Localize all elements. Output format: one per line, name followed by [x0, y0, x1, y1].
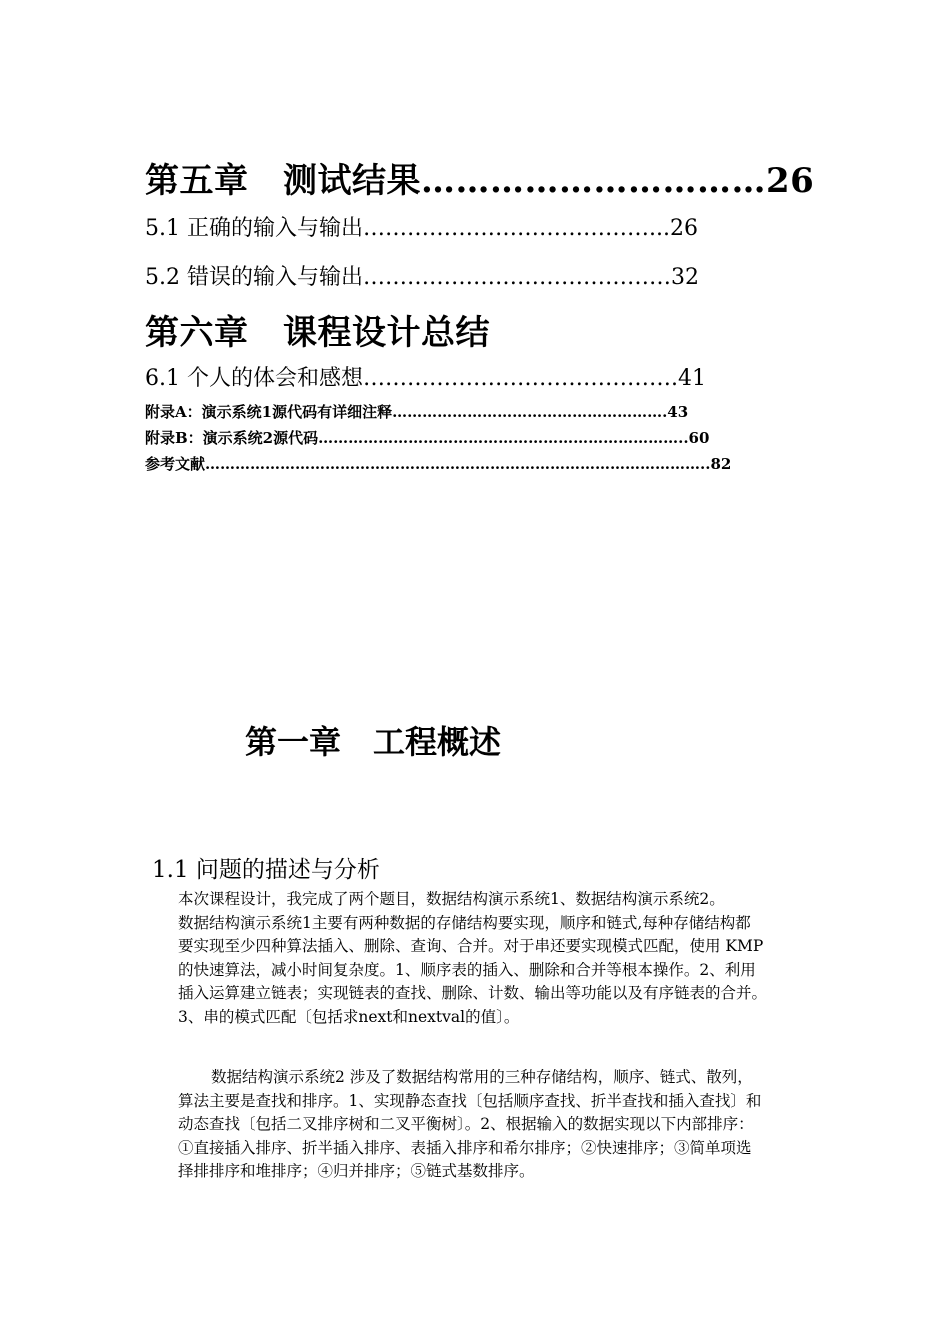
paragraph-line: 插入运算建立链表；实现链表的查找、删除、计数、输出等功能以及有序链表的合并。 — [178, 984, 768, 1003]
paragraph-line: 择排排序和堆排序；④归并排序；⑤链式基数排序。 — [178, 1162, 535, 1181]
paragraph-2 — [178, 1066, 838, 1184]
toc-section-5-2[interactable]: 5.2 错误的输入与输出……………………………………32 — [145, 265, 699, 290]
paragraph-line: 3、串的模式匹配〔包括求next和nextval的值〕。 — [178, 1007, 520, 1026]
paragraph-line: 要实现至少四种算法插入、删除、查询、合并。对于串还要实现模式匹配，使用 KMP — [178, 937, 764, 956]
paragraph-line: 本次课程设计，我完成了两个题目，数据结构演示系统1、数据结构演示系统2。 — [178, 890, 725, 908]
paragraph-line: 的快速算法，减小时间复杂度。1、顺序表的插入、删除和合并等根本操作。2、利用 — [178, 960, 756, 979]
paragraph-1 — [178, 888, 838, 1030]
toc-references[interactable]: 参考文献………………………………………………………………………………………..82 — [145, 455, 732, 473]
toc-section-5-1[interactable]: 5.1 正确的输入与输出…………………………………...26 — [145, 216, 698, 241]
paragraph-line: 数据结构演示系统2 涉及了数据结构常用的三种存储结构，顺序、链式、散列， — [211, 1068, 753, 1086]
paragraph-line: 动态查找〔包括二叉排序树和二叉平衡树〕。2、根据输入的数据实现以下内部排序： — [178, 1115, 754, 1134]
toc-chapter-6[interactable]: 第六章 课程设计总结 — [145, 313, 490, 353]
toc-section-6-1[interactable]: 6.1 个人的体会和感想…………………………………….41 — [145, 366, 706, 391]
toc-chapter-5[interactable]: 第五章 测试结果…………………………26 — [145, 161, 815, 201]
section-1-1-heading: 1.1 问题的描述与分析 — [152, 857, 380, 883]
paragraph-line: 算法主要是查找和排序。1、实现静态查找〔包括顺序查找、折半查找和插入查找〕和 — [178, 1091, 762, 1110]
paragraph-line: 数据结构演示系统1主要有两种数据的存储结构要实现，顺序和链式,每种存储结构都 — [178, 913, 751, 932]
paragraph-line: ①直接插入排序、折半插入排序、表插入排序和希尔排序；②快速排序；③简单项选 — [178, 1138, 752, 1157]
toc-appendix-a[interactable]: 附录A：演示系统1源代码有详细注释……………………………………………….43 — [145, 403, 689, 421]
chapter-1-title: 第一章 工程概述 — [245, 723, 502, 761]
toc-appendix-b[interactable]: 附录B：演示系统2源代码………………………………………………………………..60 — [145, 429, 710, 447]
